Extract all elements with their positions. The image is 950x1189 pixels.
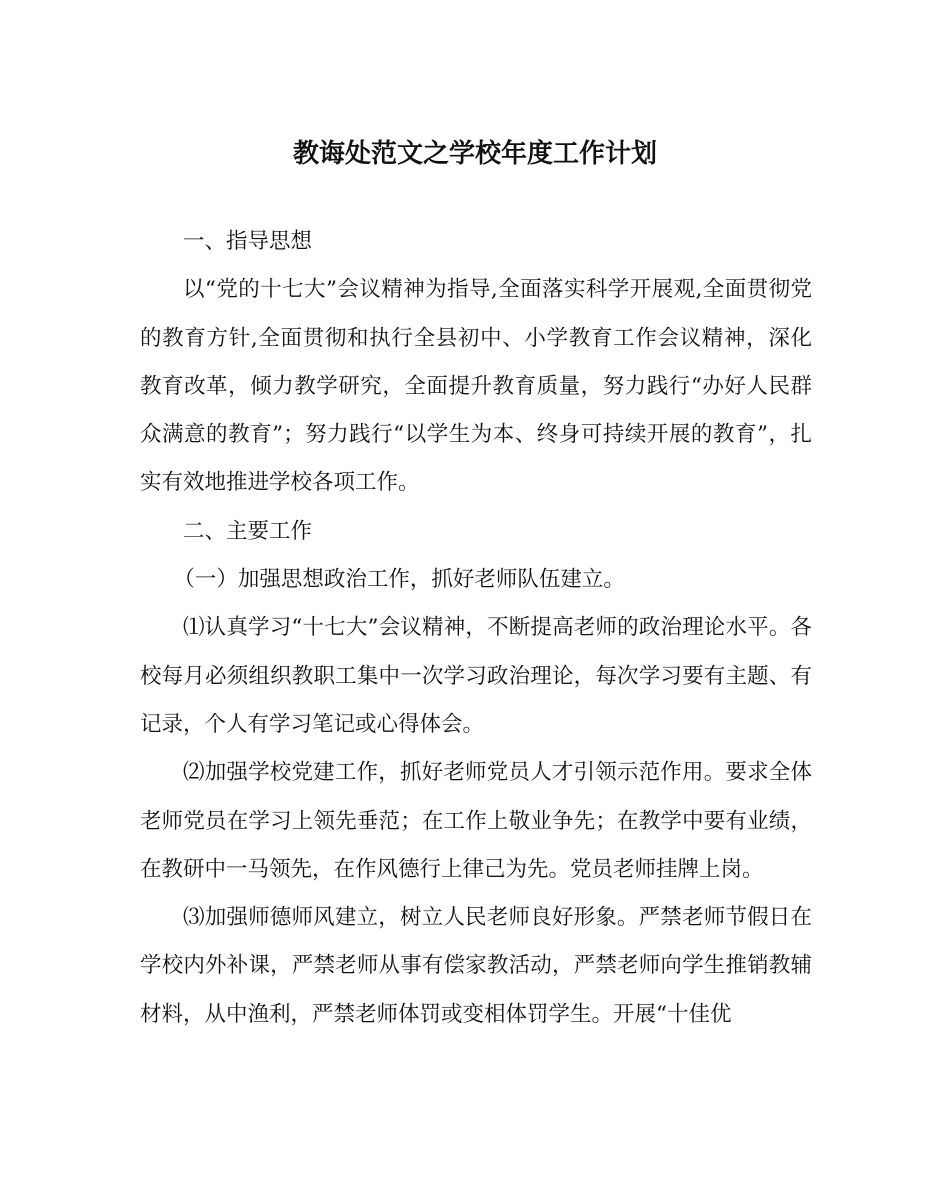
paragraph-item-3: ⑶加强师德师风建立，树立人民老师良好形象。严禁老师节假日在学校内外补课，严禁老师从事有偿家教活动，严禁老师向学生推销教辅材料，从中渔利，严禁老师体罚或变相体罚学生。开展“十佳优 xyxy=(140,905,812,1027)
document-title: 教诲处范文之学校年度工作计划 xyxy=(292,139,657,169)
document-body xyxy=(140,218,812,1039)
section-heading-guiding-thought: 一、指导思想 xyxy=(183,229,313,254)
section-heading-main-work: 二、主要工作 xyxy=(183,518,313,544)
paragraph-item-1: ⑴认真学习“十七大”会议精神，不断提高老师的政治理论水平。各校每月必须组织教职工集中一次学习政治理论，每次学习要有主题、有记录，个人有学习笔记或心得体会。 xyxy=(140,615,812,737)
paragraph-guiding-thought: 以“党的十七大”会议精神为指导,全面落实科学开展观,全面贯彻党的教育方针,全面贯彻和执行全县初中、小学教育工作会议精神，深化教育改革，倾力教学研究，全面提升教育质量，努力践行“办好人民群众满意的教育”；努力践行“以学生为本、终身可持续开展的教育”，扎实有效地推进学校各项工作。 xyxy=(140,277,812,496)
paragraph-item-2: ⑵加强学校党建工作，抓好老师党员人才引领示范作用。要求全体老师党员在学习上领先垂范；在工作上敬业争先；在教学中要有业绩，在教研中一马领先，在作风德行上律己为先。党员老师挂牌上岗。 xyxy=(140,760,812,882)
subsection-heading-political-work: （一）加强思想政治工作，抓好老师队伍建立。 xyxy=(173,567,625,593)
